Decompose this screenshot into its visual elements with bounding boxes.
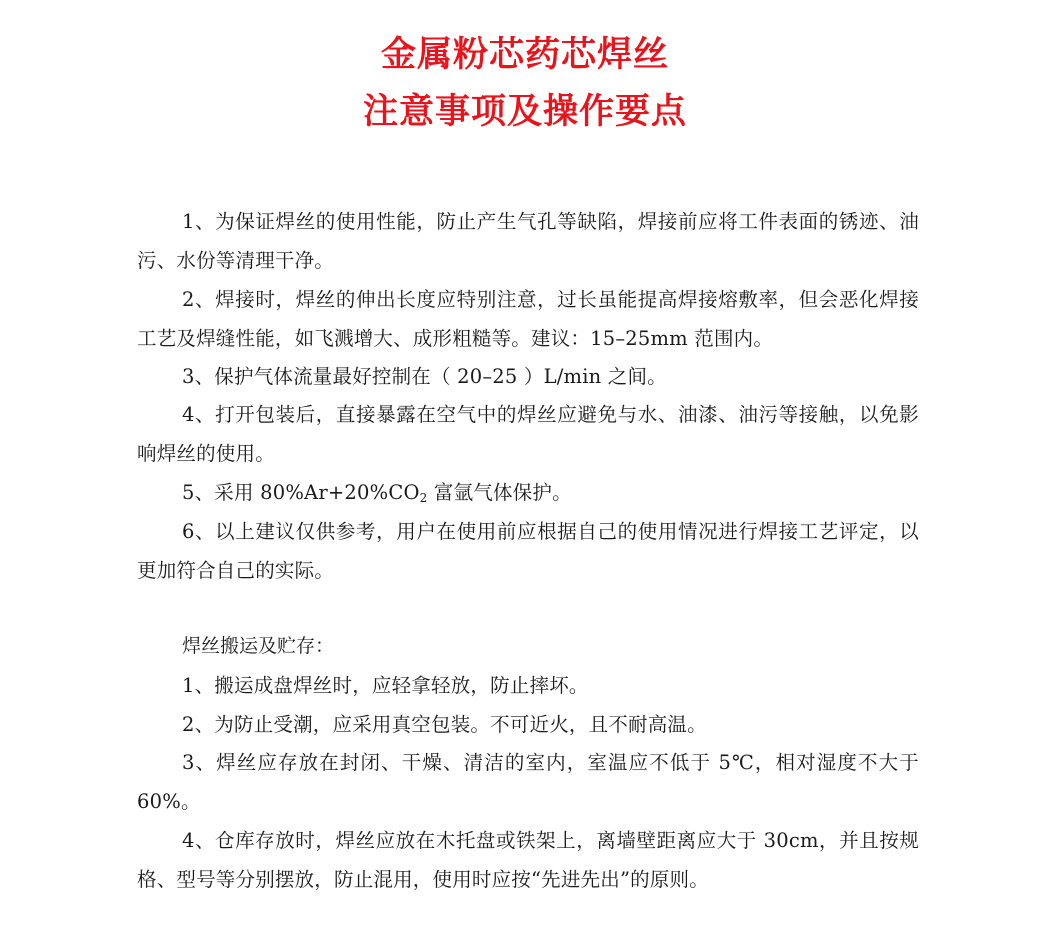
note-paragraph-3: 3、保护气体流量最好控制在（ 20–25 ）L/min 之间。: [182, 365, 667, 388]
document-title-line-2: 注意事项及操作要点: [362, 92, 687, 132]
storage-paragraph-4: 4、仓库存放时，焊丝应放在木托盘或铁架上，离墙壁距离应大于 30cm，并且按规格、型号等分别摆放，防止混用，使用时应按“先进先出”的原则。: [137, 829, 919, 891]
storage-paragraph-1: 1、搬运成盘焊丝时，应轻拿轻放，防止摔坏。: [182, 674, 589, 697]
document-title-line-1: 金属粉芯药芯焊丝: [380, 35, 669, 75]
note-paragraph-2: 2、焊接时，焊丝的伸出长度应特别注意，过长虽能提高焊接熔敷率，但会恶化焊接工艺及焊缝性能，如飞溅增大、成形粗糙等。建议：15–25mm 范围内。: [137, 288, 919, 350]
note-5-text-after: 富氩气体保护。: [427, 481, 572, 504]
note-paragraph-4: 4、打开包装后，直接暴露在空气中的焊丝应避免与水、油漆、油污等接触，以免影响焊丝的使用。: [137, 403, 919, 465]
note-paragraph-5: [137, 474, 919, 513]
storage-heading: 焊丝搬运及贮存：: [182, 635, 335, 657]
note-paragraph-6: 6、以上建议仅供参考，用户在使用前应根据自己的使用情况进行焊接工艺评定，以更加符合自己的实际。: [137, 520, 919, 582]
note-5-subscript: 2: [419, 491, 428, 505]
storage-paragraph-2: 2、为防止受潮，应采用真空包装。不可近火，且不耐高温。: [182, 713, 707, 736]
note-paragraph-1: 1、为保证焊丝的使用性能，防止产生气孔等缺陷，焊接前应将工件表面的锈迹、油污、水份等清理干净。: [137, 210, 919, 272]
note-5-text-before: 5、采用 80%Ar+20%CO: [182, 481, 420, 504]
storage-paragraph-3: 3、焊丝应存放在封闭、干燥、清洁的室内，室温应不低于 5℃，相对湿度不大于 60%。: [137, 751, 919, 813]
